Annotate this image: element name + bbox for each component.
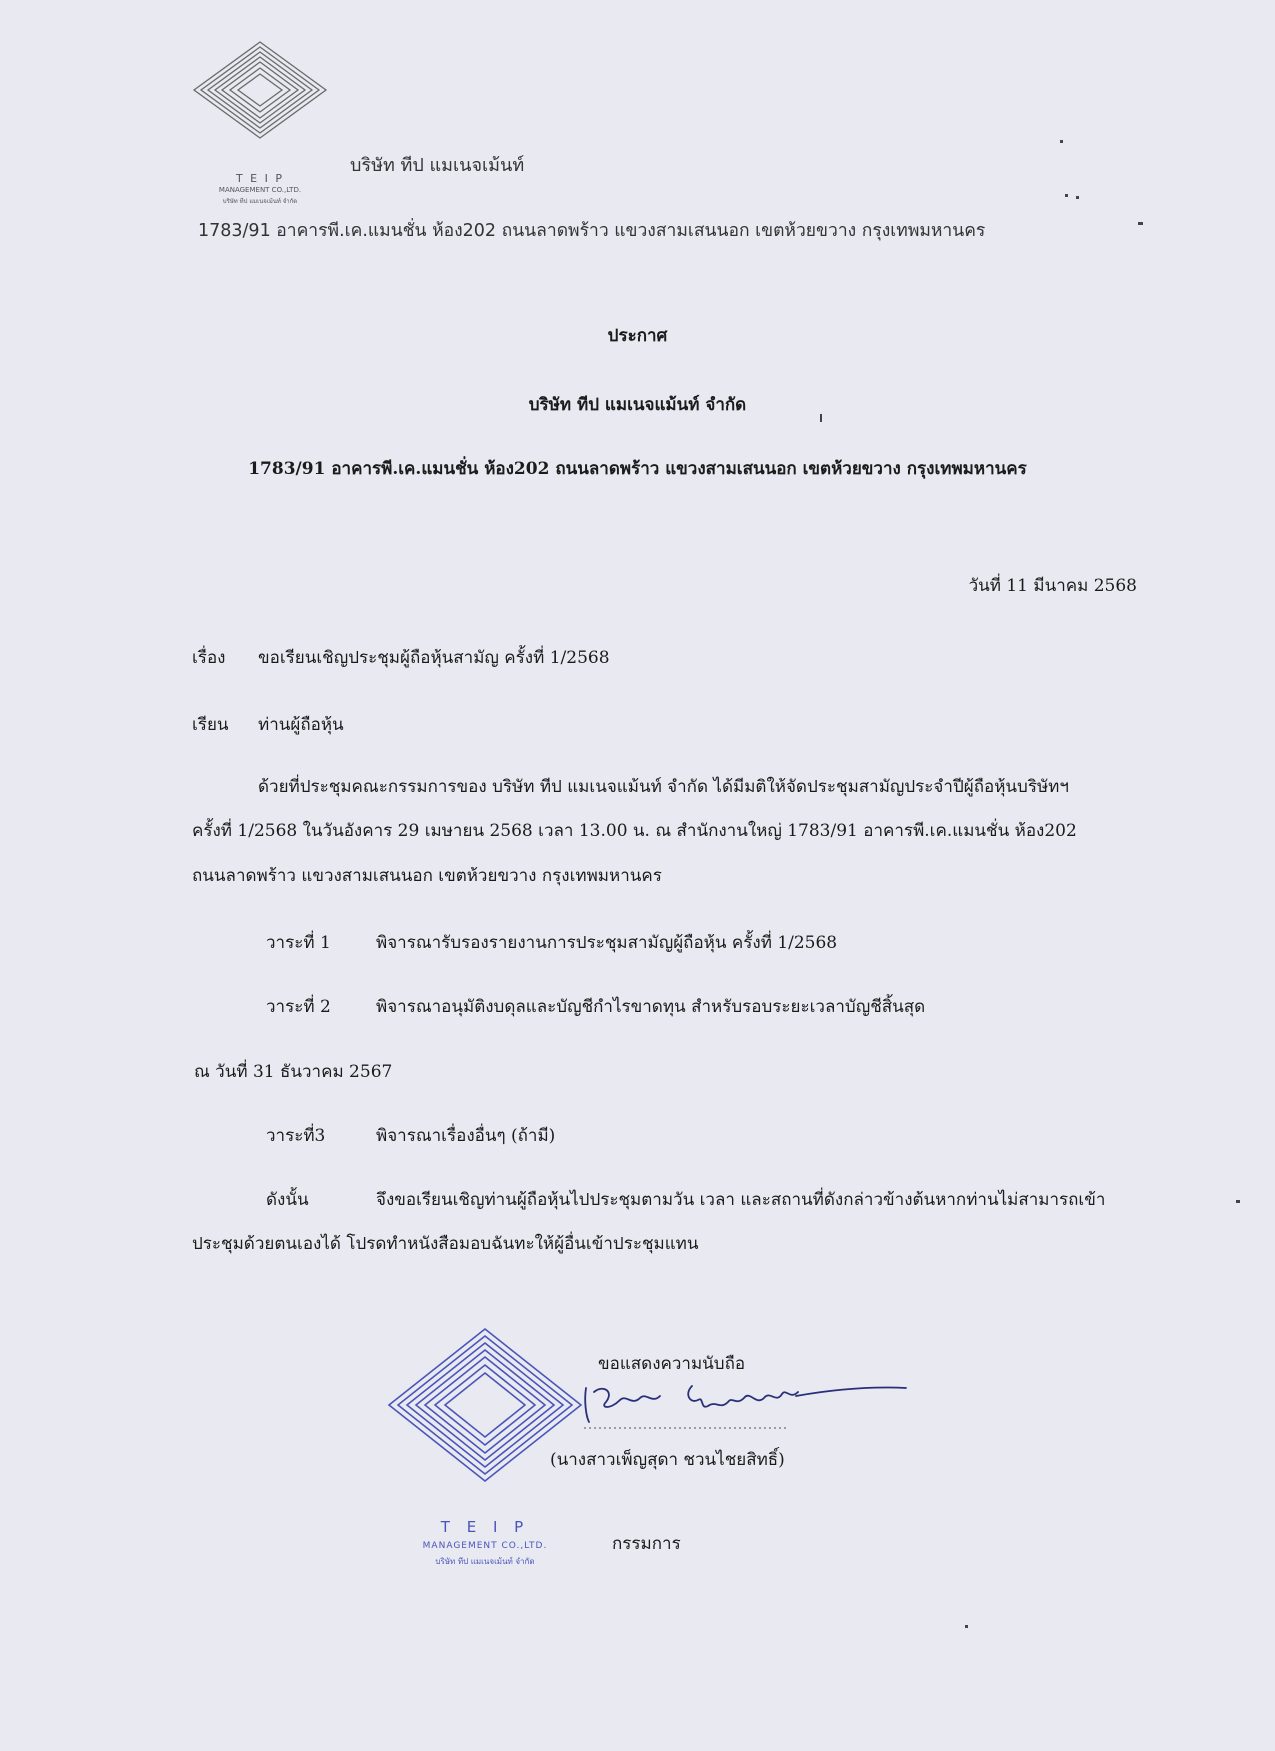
logo-subtext: MANAGEMENT CO.,LTD. [218,186,302,194]
agenda-1-text: พิจารณารับรองรายงานการประชุมสามัญผู้ถือหุ้น ครั้งที่ 1/2568 [376,933,838,953]
scan-speck [965,1625,968,1628]
body-line-1: ด้วยที่ประชุมคณะกรรมการของ บริษัท ทีป แมเนจแม้นท์ จำกัด ได้มีมติให้จัดประชุมสามัญประจำปีผู้ถือหุ้นบริษัทฯ [258,777,1069,797]
scan-speck [1065,194,1068,197]
body-line-2: ครั้งที่ 1/2568 ในวันอังคาร 29 เมษายน 2568 เวลา 13.00 น. ณ สำนักงานใหญ่ 1783/91 อาคารพี.เค.แมนชั่น ห้อง202 [192,821,1077,841]
closing-label: ดังนั้น [266,1190,309,1210]
regards-text: ขอแสดงความนับถือ [598,1354,746,1374]
announcement-address: 1783/91 อาคารพี.เค.แมนชั่น ห้อง202 ถนนลาดพร้าว แขวงสามเสนนอก เขตห้วยขวาง กรุงเทพมหานคร [248,459,1027,479]
signatory-position: กรรมการ [612,1534,681,1554]
logo-thai: บริษัท ทีป แมเนจเม้นท์ จำกัด [222,198,298,205]
announcement-heading: ประกาศ [607,326,668,346]
scan-speck [1076,196,1079,199]
scan-speck [1060,140,1063,143]
recipient-text: ท่านผู้ถือหุ้น [258,715,344,735]
scan-speck [1138,222,1143,225]
scan-speck [1236,1200,1240,1203]
letterhead-company-name: บริษัท ทีป แมเนจเม้นท์ [350,155,525,176]
agenda-1-label: วาระที่ 1 [266,933,331,953]
signatory-name: (นางสาวเพ็ญสุดา ชวนไชยสิทธิ์) [550,1450,785,1470]
logo-text: T E I P [235,172,285,185]
agenda-2-continuation: ณ วันที่ 31 ธันวาคม 2567 [194,1062,393,1082]
subject-text: ขอเรียนเชิญประชุมผู้ถือหุ้นสามัญ ครั้งที่ 1/2568 [258,648,610,668]
seal-subtext: MANAGEMENT CO.,LTD. [422,1541,548,1551]
body-line-3: ถนนลาดพร้าว แขวงสามเสนนอก เขตห้วยขวาง กรุงเทพมหานคร [192,866,662,886]
scan-speck [820,414,822,422]
announcement-company: บริษัท ทีป แมเนจแม้นท์ จำกัด [528,395,747,415]
teip-logo-icon [190,38,330,148]
agenda-3-text: พิจารณาเรื่องอื่นๆ (ถ้ามี) [376,1126,556,1146]
agenda-2-text: พิจารณาอนุมัติงบดุลและบัญชีกำไรขาดทุน สำหรับรอบระยะเวลาบัญชีสิ้นสุด [376,997,926,1017]
subject-label: เรื่อง [192,648,226,668]
letterhead-logo [190,38,330,148]
recipient-label: เรียน [192,715,229,735]
agenda-2-label: วาระที่ 2 [266,997,331,1017]
agenda-3-label: วาระที่3 [266,1126,326,1146]
seal-text: T E I P [440,1518,530,1536]
letter-date: วันที่ 11 มีนาคม 2568 [968,576,1137,596]
seal-thai: บริษัท ทีป แมเนจเม้นท์ จำกัด [435,1557,535,1566]
closing-line-1: จึงขอเรียนเชิญท่านผู้ถือหุ้นไปประชุมตามวัน เวลา และสถานที่ดังกล่าวข้างต้นหากท่านไม่สามารถเข้า [376,1190,1106,1210]
letterhead-address: 1783/91 อาคารพี.เค.แมนชั่น ห้อง202 ถนนลาดพร้าว แขวงสามเสนนอก เขตห้วยขวาง กรุงเทพมหานคร [198,221,986,241]
closing-line-2: ประชุมด้วยตนเองได้ โปรดทำหนังสือมอบฉันทะให้ผู้อื่นเข้าประชุมแทน [192,1234,699,1254]
handwritten-signature [580,1376,910,1436]
